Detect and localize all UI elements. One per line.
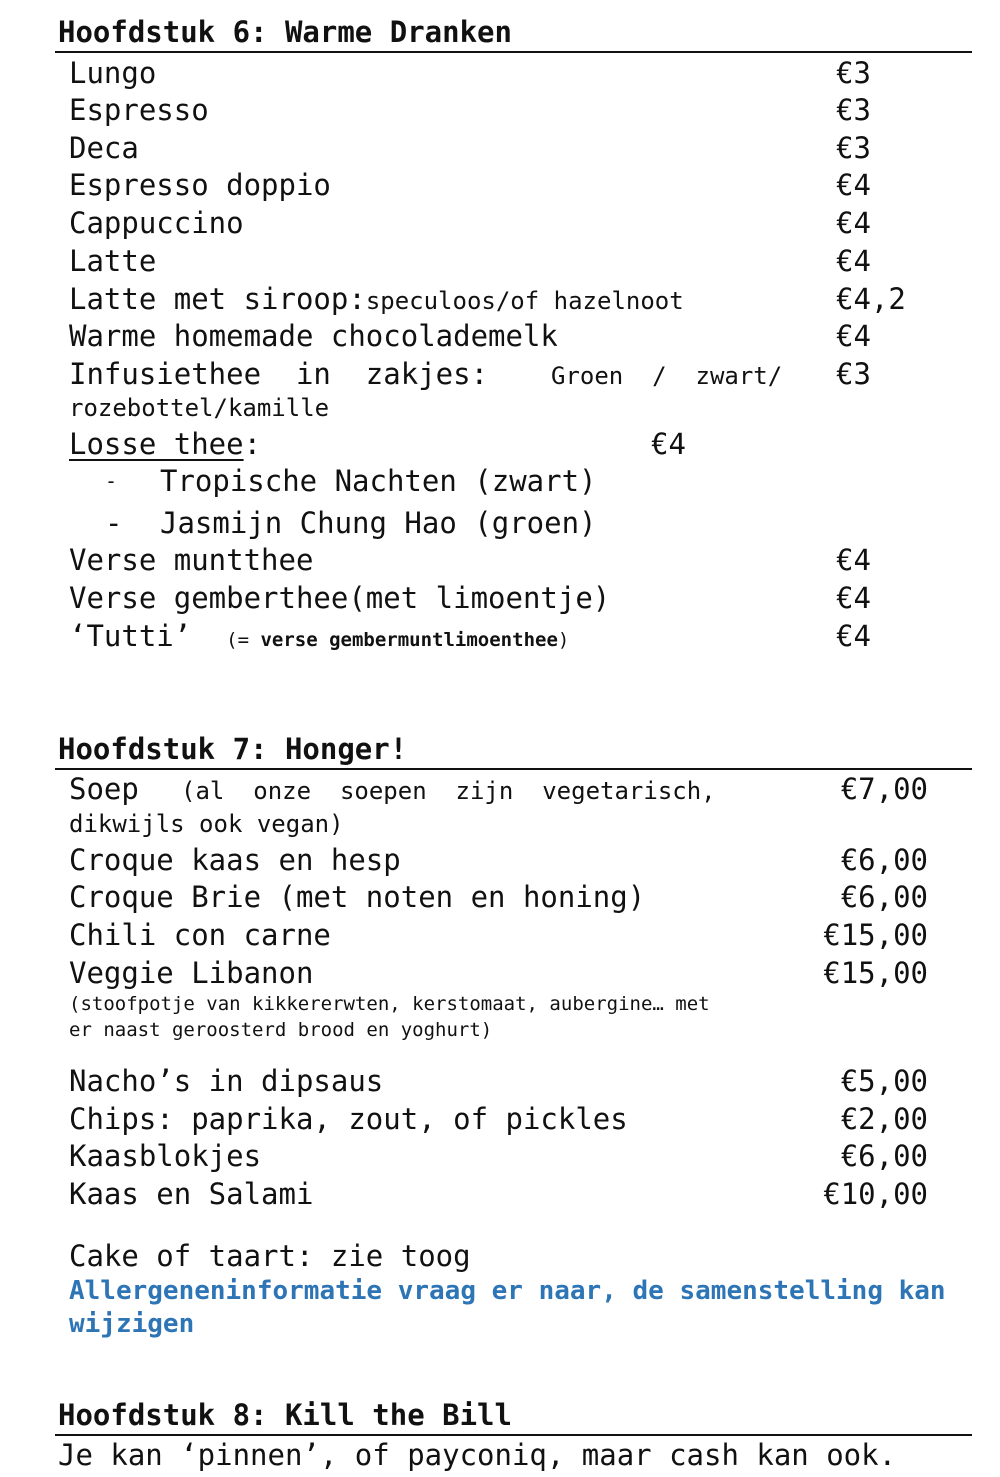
item-name: Cappuccino (69, 206, 244, 240)
item-price: €5,00 (840, 1064, 928, 1098)
item-name: Veggie Libanon (69, 956, 314, 990)
cake-note (0, 1237, 1000, 1275)
menu-item (0, 916, 1000, 954)
cake-note-text: Cake of taart: zie toog (69, 1239, 471, 1273)
menu-item (0, 355, 1000, 393)
menu-item (0, 770, 1000, 808)
item-price: €4 (651, 427, 686, 461)
item-price: €4 (836, 206, 871, 240)
menu-item (0, 1137, 1000, 1175)
menu-item (0, 166, 1000, 204)
section-7-title: Hoofdstuk 7: Honger! (58, 732, 408, 766)
item-name: Chips: paprika, zout, of pickles (69, 1102, 628, 1136)
item-price: €2,00 (840, 1102, 928, 1136)
item-price: €3 (836, 93, 871, 127)
item-note-line: er naast geroosterd brood en yoghurt) (69, 1019, 493, 1041)
item-detail: speculoos/of hazelnoot (365, 287, 684, 315)
section-6-divider (55, 51, 972, 53)
item-price: €4,2 (836, 282, 906, 316)
item-name: ‘Tutti’ (= verse gembermuntlimoenthee) (69, 619, 570, 653)
list-item-label: Jasmijn Chung Hao (groen) (160, 506, 597, 540)
menu-item (0, 617, 1000, 655)
item-price: €3 (836, 56, 871, 90)
item-price: €10,00 (823, 1177, 928, 1211)
item-detail-line: rozebottel/kamille (69, 394, 330, 422)
menu-item (0, 579, 1000, 617)
item-price: €4 (836, 168, 871, 202)
section-6-title: Hoofdstuk 6: Warme Dranken (58, 15, 512, 49)
item-name: Latte met siroop:speculoos/of hazelnoot (69, 282, 684, 316)
section-8-title: Hoofdstuk 8: Kill the Bill (58, 1398, 512, 1432)
losse-thee-heading: Losse thee: (69, 427, 262, 461)
item-price: €3 (836, 357, 871, 391)
menu-item (0, 1100, 1000, 1138)
item-price: €4 (836, 581, 871, 615)
item-name: Espresso (69, 93, 209, 127)
item-name: Croque Brie (met noten en honing) (69, 880, 646, 914)
list-item (0, 462, 1000, 500)
item-name: Warme homemade chocolademelk (69, 319, 558, 353)
bullet-dash: - (105, 506, 123, 540)
menu-item (0, 317, 1000, 355)
menu-item (0, 841, 1000, 879)
item-price: €15,00 (823, 956, 928, 990)
menu-item (0, 129, 1000, 167)
item-price: €3 (836, 131, 871, 165)
item-price: €6,00 (840, 843, 928, 877)
item-name: Deca (69, 131, 139, 165)
menu-item (0, 280, 1000, 318)
menu-item (0, 54, 1000, 92)
item-name: Infusiethee in zakjes: (69, 357, 489, 391)
allergen-info: Allergeneninformatie vraag er naar, de samenstelling kan wijzigen (69, 1276, 946, 1339)
item-price: €4 (836, 619, 871, 653)
item-name: Verse gemberthee(met limoentje) (69, 581, 611, 615)
menu-item (0, 1175, 1000, 1213)
item-detail: (al onze soepen zijn vegetarisch, (181, 777, 716, 805)
item-detail-line: dikwijls ook vegan) (69, 810, 344, 838)
menu-item (0, 878, 1000, 916)
item-name: Latte (69, 244, 157, 278)
bullet-dash: - (105, 469, 118, 493)
menu-item (0, 954, 1000, 992)
item-name: Lungo (69, 56, 157, 90)
payment-info (0, 1436, 1000, 1474)
item-name: Chili con carne (69, 918, 331, 952)
item-price: €4 (836, 319, 871, 353)
item-price: €4 (836, 244, 871, 278)
list-item-label: Tropische Nachten (zwart) (160, 464, 597, 498)
losse-thee-row (0, 425, 1000, 463)
item-price: €4 (836, 543, 871, 577)
list-item (0, 504, 1000, 542)
item-detail: Groen / zwart/ (551, 362, 783, 390)
menu-item (0, 1062, 1000, 1100)
item-name: Kaasblokjes (69, 1139, 262, 1173)
item-name: Espresso doppio (69, 168, 331, 202)
menu-item (0, 541, 1000, 579)
item-name: Croque kaas en hesp (69, 843, 401, 877)
item-price: €7,00 (840, 772, 928, 806)
item-name: Verse muntthee (69, 543, 314, 577)
item-price: €6,00 (840, 880, 928, 914)
item-price: €15,00 (823, 918, 928, 952)
item-note-line: (stoofpotje van kikkererwten, kerstomaat, aubergine… met (69, 993, 710, 1015)
item-name: Kaas en Salami (69, 1177, 314, 1211)
menu-item (0, 242, 1000, 280)
item-name: Soep (69, 772, 139, 806)
payment-info-text: Je kan ‘pinnen’, of payconiq, maar cash kan ook. (58, 1438, 897, 1472)
menu-item (0, 204, 1000, 242)
item-name: Nacho’s in dipsaus (69, 1064, 384, 1098)
item-price: €6,00 (840, 1139, 928, 1173)
menu-item (0, 91, 1000, 129)
